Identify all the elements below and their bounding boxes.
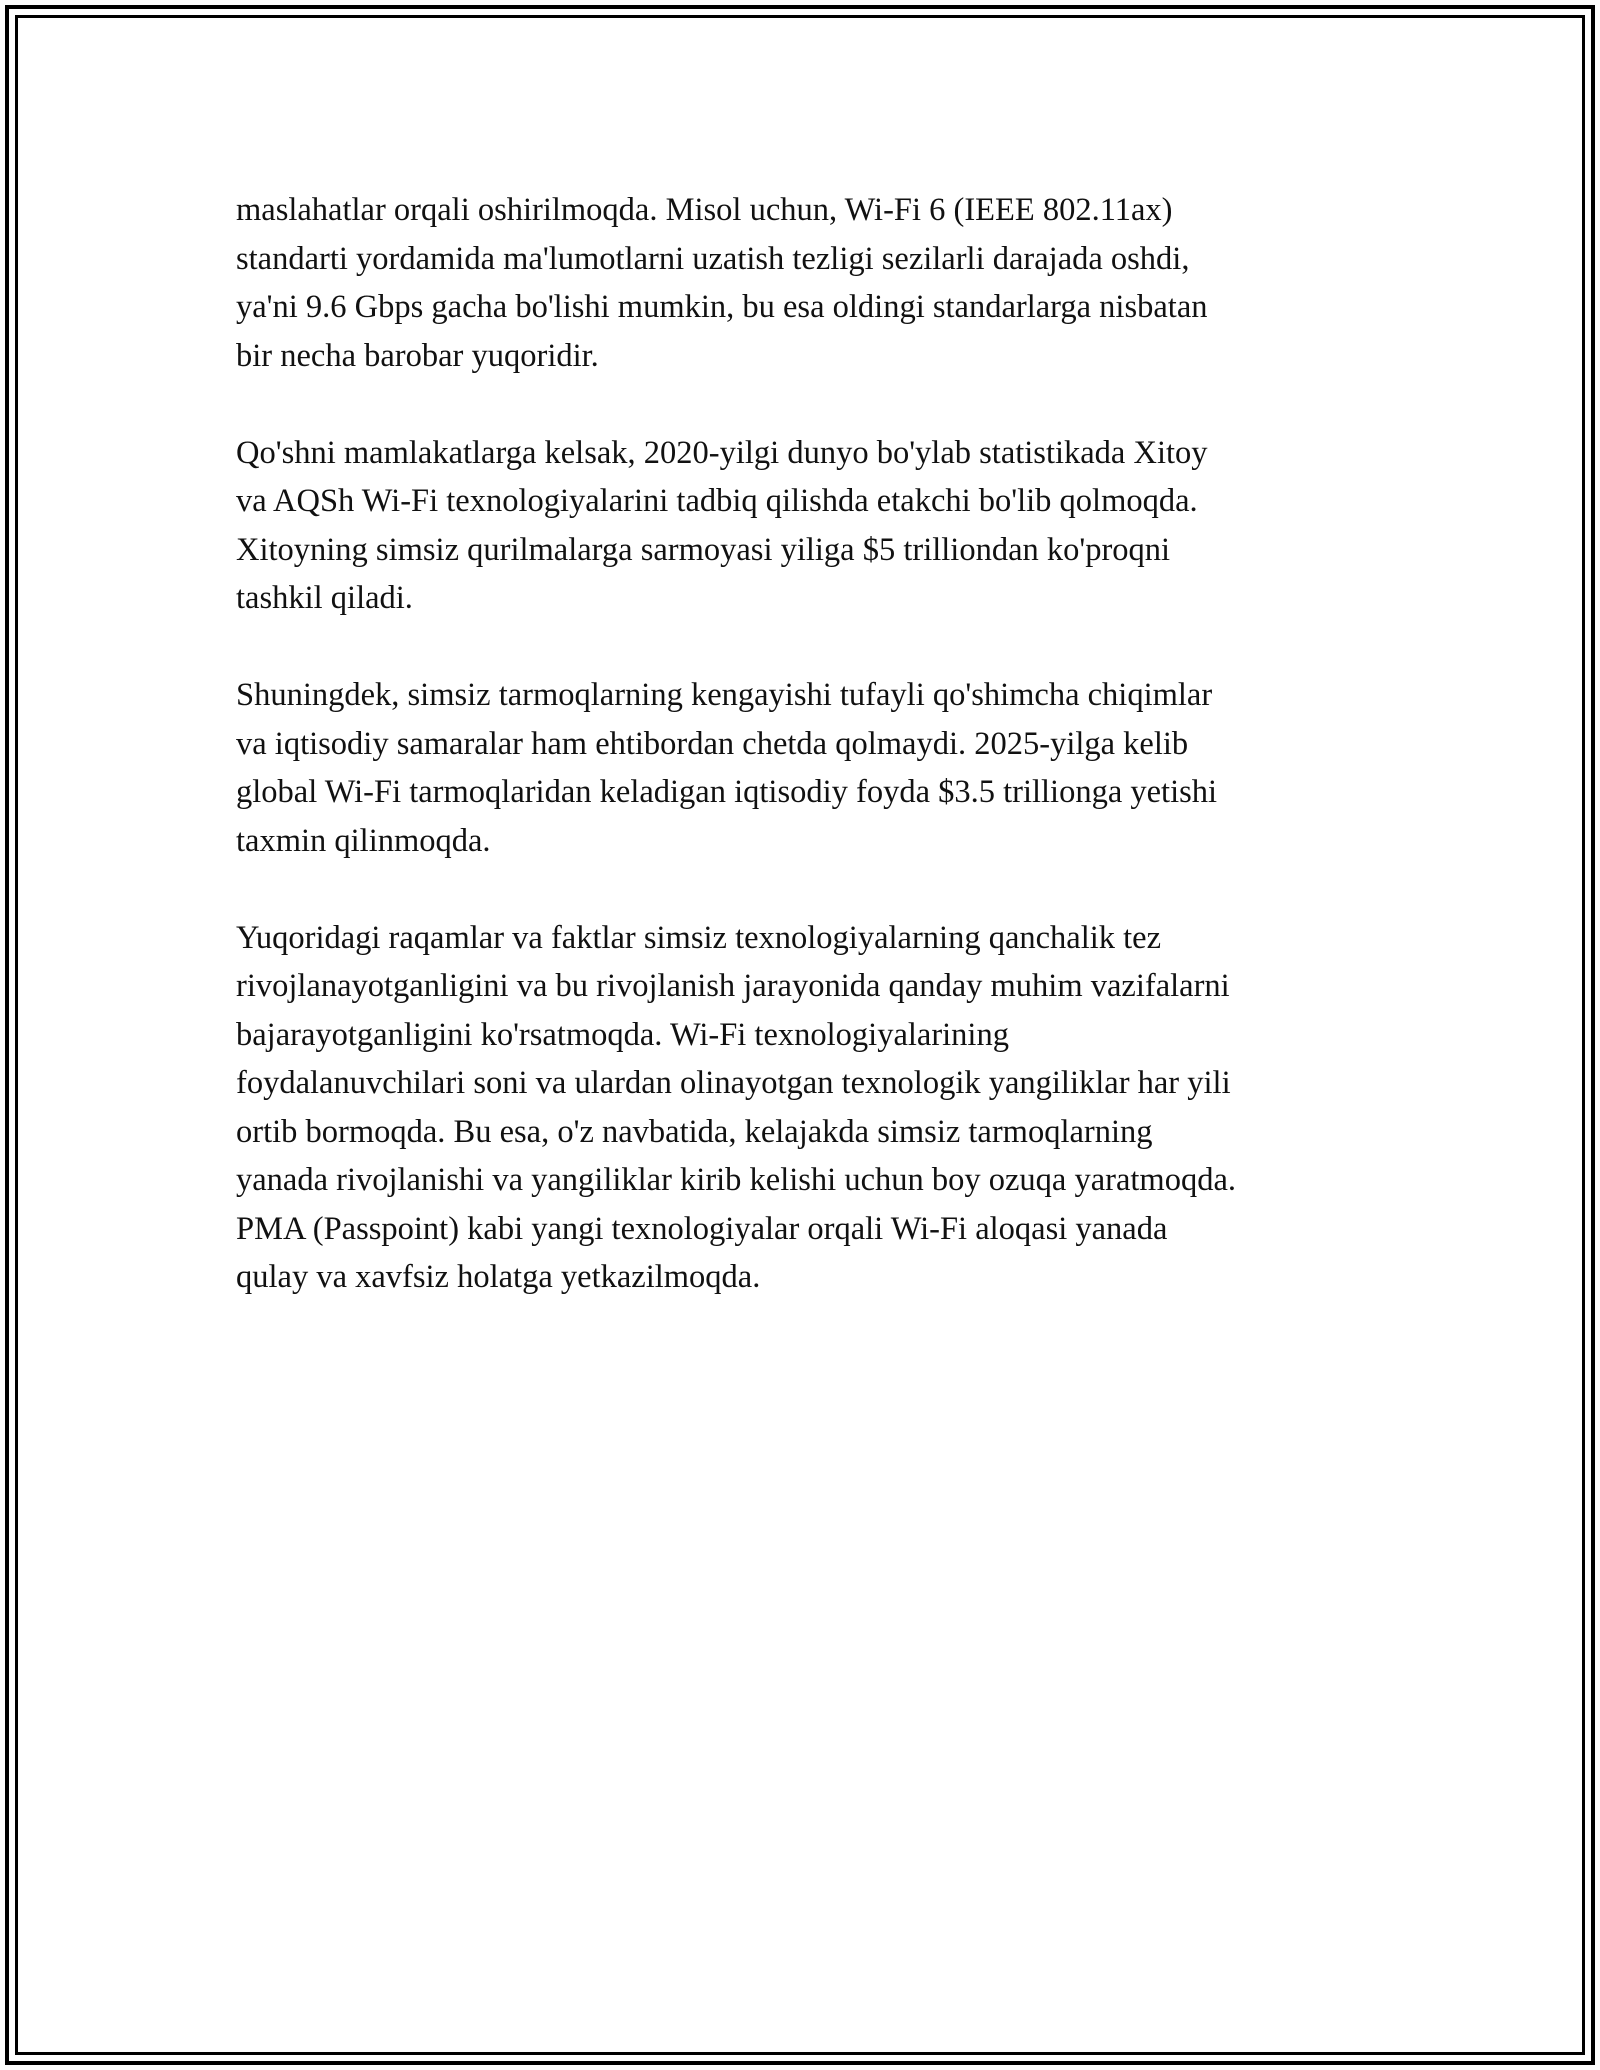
text-line: Shuningdek, simsiz tarmoqlarning kengayishi tufayli qo'shimcha chiqimlar <box>236 677 1213 713</box>
text-line: bir necha barobar yuqoridir. <box>236 337 599 374</box>
text-line: global Wi-Fi tarmoqlaridan keladigan iqtisodiy foyda $3.5 trillionga yetishi <box>236 774 1218 810</box>
text-line: va iqtisodiy samaralar ham ehtibordan chetda qolmaydi. 2025-yilga kelib <box>236 725 1189 762</box>
text-line: maslahatlar orqali oshirilmoqda. Misol uchun, Wi-Fi 6 (IEEE 802.11ax) <box>236 192 1173 228</box>
paragraph-conclusion <box>236 914 1376 1302</box>
paragraph-economic-impact <box>236 671 1376 865</box>
text-line: ya'ni 9.6 Gbps gacha bo'lishi mumkin, bu esa oldingi standarlarga nisbatan <box>236 289 1208 325</box>
text-line: ortib bormoqda. Bu esa, o'z navbatida, kelajakda simsiz tarmoqlarning <box>236 1113 1153 1150</box>
paragraph-neighbor-countries <box>236 429 1376 623</box>
text-line: taxmin qilinmoqda. <box>236 822 491 859</box>
text-line: PMA (Passpoint) kabi yangi texnologiyalar orqali Wi-Fi aloqasi yanada <box>236 1210 1168 1247</box>
text-line: Xitoyning simsiz qurilmalarga sarmoyasi yiliga $5 trilliondan ko'proqni <box>236 531 1171 568</box>
paragraph-wifi6 <box>236 186 1376 380</box>
text-line: tashkil qiladi. <box>236 580 413 616</box>
text-line: Yuqoridagi raqamlar va faktlar simsiz texnologiyalarning qanchalik tez <box>236 919 1162 956</box>
text-line: bajarayotganligini ko'rsatmoqda. Wi-Fi texnologiyalarining <box>236 1016 1009 1053</box>
text-line: standarti yordamida ma'lumotlarni uzatish tezligi sezilarli darajada oshdi, <box>236 240 1190 277</box>
text-line: Qo'shni mamlakatlarga kelsak, 2020-yilgi dunyo bo'ylab statistikada Xitoy <box>236 434 1208 471</box>
text-line: qulay va xavfsiz holatga yetkazilmoqda. <box>236 1259 761 1295</box>
text-line: yanada rivojlanishi va yangiliklar kirib kelishi uchun boy ozuqa yaratmoqda. <box>236 1162 1237 1198</box>
text-line: va AQSh Wi-Fi texnologiyalarini tadbiq qilishda etakchi bo'lib qolmoqda. <box>236 483 1198 519</box>
text-line: rivojlanayotganligini va bu rivojlanish jarayonida qanday muhim vazifalarni <box>236 968 1230 1004</box>
text-line: foydalanuvchilari soni va ulardan olinayotgan texnologik yangiliklar har yili <box>236 1065 1231 1101</box>
document-body <box>236 186 1376 1350</box>
